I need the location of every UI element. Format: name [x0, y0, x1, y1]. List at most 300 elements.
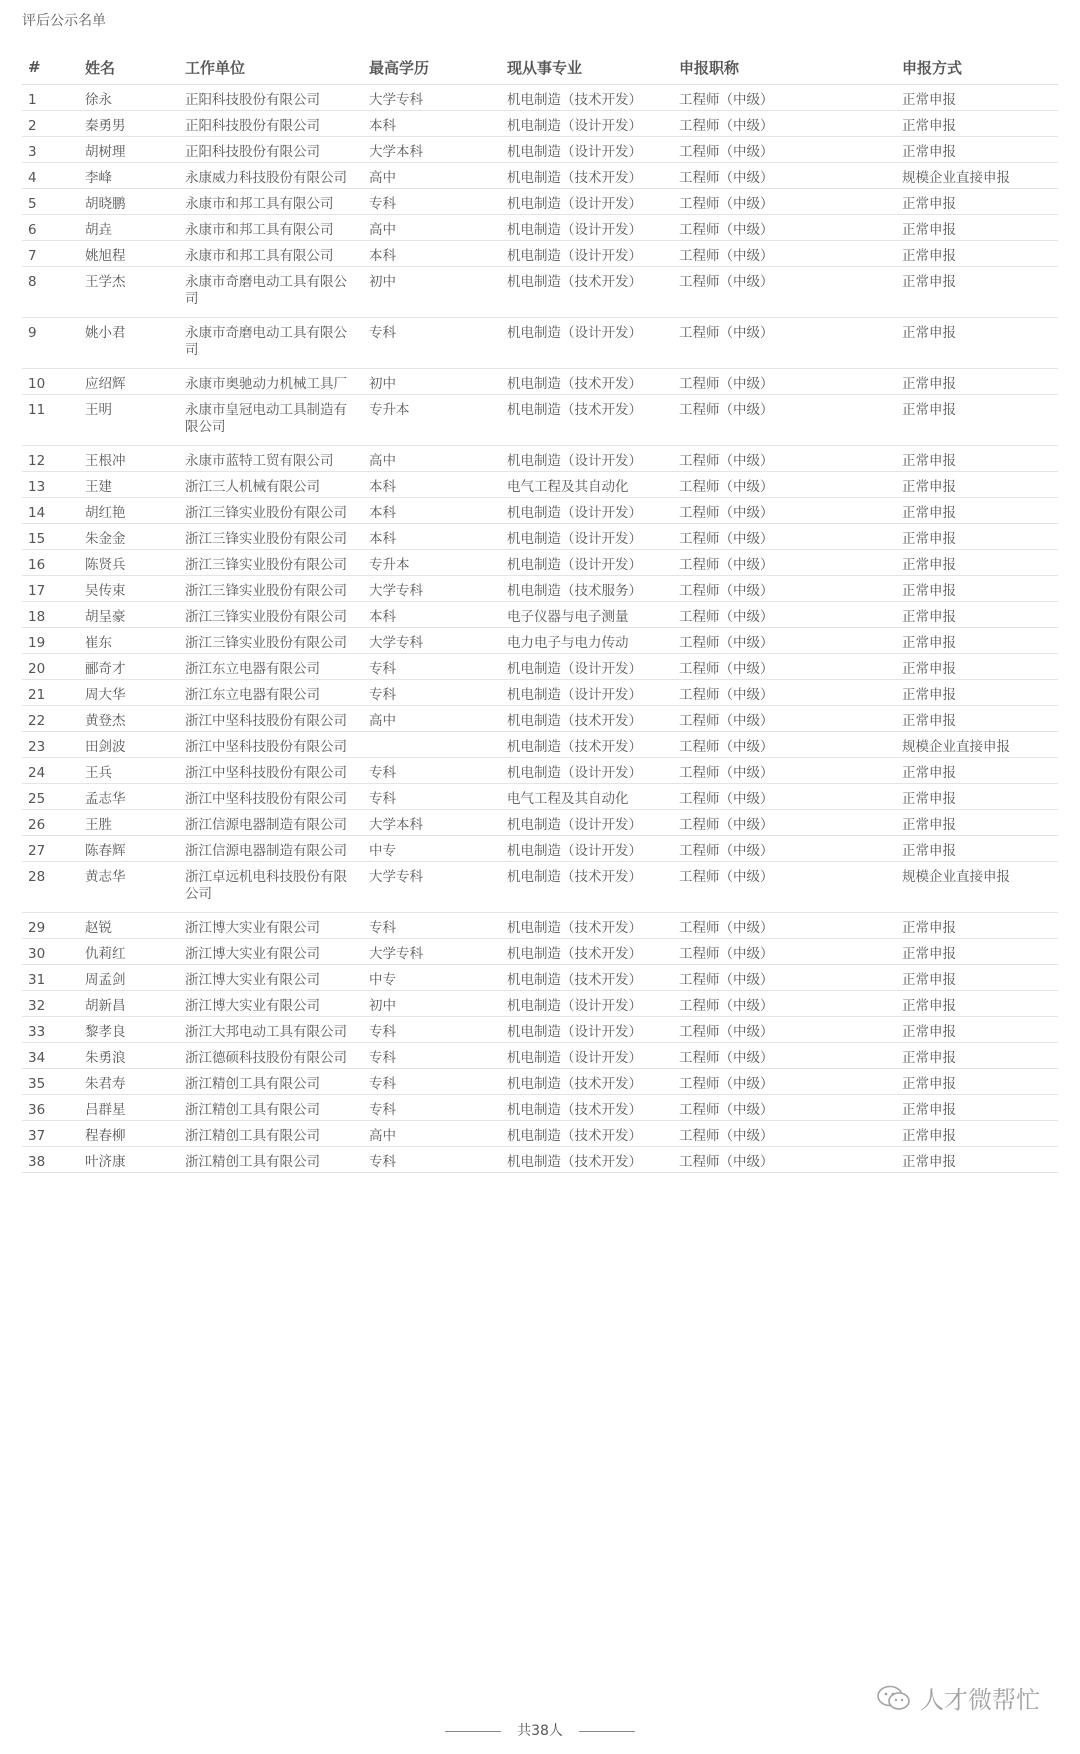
cell-title: 工程师（中级）: [673, 85, 896, 111]
cell-method: 正常申报: [896, 369, 1058, 395]
table-row: [22, 85, 1058, 111]
table-row: [22, 189, 1058, 215]
cell-method: 规模企业直接申报: [896, 732, 1058, 758]
cell-education: 专科: [363, 1095, 501, 1121]
cell-index: 21: [22, 680, 79, 706]
cell-title: 工程师（中级）: [673, 784, 896, 810]
cell-name: 崔东: [79, 628, 179, 654]
footer-rule-right: [579, 1731, 635, 1732]
cell-title: 工程师（中级）: [673, 241, 896, 267]
cell-method: 正常申报: [896, 111, 1058, 137]
cell-title: 工程师（中级）: [673, 1147, 896, 1173]
cell-title: 工程师（中级）: [673, 163, 896, 189]
cell-employer: 浙江三锋实业股份有限公司: [179, 550, 363, 576]
cell-method: 正常申报: [896, 1095, 1058, 1121]
cell-specialty: 机电制造（设计开发）: [501, 1043, 673, 1069]
table-row: [22, 1069, 1058, 1095]
cell-employer: 浙江中坚科技股份有限公司: [179, 706, 363, 732]
cell-name: 周大华: [79, 680, 179, 706]
cell-specialty: 机电制造（设计开发）: [501, 241, 673, 267]
cell-education: 大学专科: [363, 576, 501, 602]
cell-title: 工程师（中级）: [673, 810, 896, 836]
cell-method: 正常申报: [896, 215, 1058, 241]
cell-index: 26: [22, 810, 79, 836]
cell-title: 工程师（中级）: [673, 215, 896, 241]
table-row: [22, 628, 1058, 654]
watermark: [876, 1680, 1040, 1715]
cell-employer: 永康市奥驰动力机械工具厂: [179, 369, 363, 395]
cell-method: 正常申报: [896, 241, 1058, 267]
cell-title: 工程师（中级）: [673, 576, 896, 602]
cell-education: 初中: [363, 267, 501, 318]
table-row: [22, 1043, 1058, 1069]
cell-index: 17: [22, 576, 79, 602]
cell-specialty: 电子仪器与电子测量: [501, 602, 673, 628]
cell-specialty: 机电制造（设计开发）: [501, 1017, 673, 1043]
cell-name: 黄登杰: [79, 706, 179, 732]
cell-specialty: 机电制造（技术开发）: [501, 1095, 673, 1121]
table-row: [22, 267, 1058, 318]
cell-method: 正常申报: [896, 680, 1058, 706]
cell-method: 正常申报: [896, 836, 1058, 862]
cell-education: 专科: [363, 1017, 501, 1043]
table-row: [22, 576, 1058, 602]
cell-name: 叶济康: [79, 1147, 179, 1173]
cell-employer: 浙江三人机械有限公司: [179, 472, 363, 498]
cell-education: 专科: [363, 1147, 501, 1173]
cell-education: 初中: [363, 991, 501, 1017]
cell-title: 工程师（中级）: [673, 318, 896, 369]
table-row: [22, 602, 1058, 628]
cell-name: 黎孝良: [79, 1017, 179, 1043]
cell-method: 正常申报: [896, 602, 1058, 628]
cell-education: 大学专科: [363, 85, 501, 111]
cell-employer: 浙江信源电器制造有限公司: [179, 836, 363, 862]
cell-education: 高中: [363, 1121, 501, 1147]
cell-title: 工程师（中级）: [673, 628, 896, 654]
cell-specialty: 机电制造（设计开发）: [501, 550, 673, 576]
cell-name: 胡晓鹏: [79, 189, 179, 215]
cell-title: 工程师（中级）: [673, 913, 896, 939]
cell-name: 秦勇男: [79, 111, 179, 137]
cell-employer: 正阳科技股份有限公司: [179, 85, 363, 111]
cell-index: 38: [22, 1147, 79, 1173]
cell-index: 28: [22, 862, 79, 913]
cell-employer: 浙江中坚科技股份有限公司: [179, 758, 363, 784]
cell-index: 32: [22, 991, 79, 1017]
cell-specialty: 机电制造（技术开发）: [501, 267, 673, 318]
cell-name: 黄志华: [79, 862, 179, 913]
cell-index: 20: [22, 654, 79, 680]
cell-education: 专科: [363, 189, 501, 215]
table-row: [22, 965, 1058, 991]
cell-method: 正常申报: [896, 550, 1058, 576]
table-row: [22, 395, 1058, 446]
cell-specialty: 机电制造（技术开发）: [501, 85, 673, 111]
cell-education: 高中: [363, 163, 501, 189]
table-header-row: [22, 46, 1058, 85]
cell-method: 正常申报: [896, 939, 1058, 965]
cell-method: 正常申报: [896, 189, 1058, 215]
cell-employer: 浙江东立电器有限公司: [179, 654, 363, 680]
cell-method: 正常申报: [896, 654, 1058, 680]
cell-employer: 浙江卓远机电科技股份有限公司: [179, 862, 363, 913]
table-row: [22, 680, 1058, 706]
cell-title: 工程师（中级）: [673, 446, 896, 472]
cell-name: 朱勇浪: [79, 1043, 179, 1069]
cell-employer: 浙江三锋实业股份有限公司: [179, 576, 363, 602]
cell-name: 李峰: [79, 163, 179, 189]
cell-title: 工程师（中级）: [673, 369, 896, 395]
cell-name: 周孟剑: [79, 965, 179, 991]
cell-index: 11: [22, 395, 79, 446]
cell-method: 正常申报: [896, 810, 1058, 836]
cell-specialty: 机电制造（设计开发）: [501, 446, 673, 472]
table-row: [22, 784, 1058, 810]
page-title: 评后公示名单: [22, 13, 106, 29]
column-header-employer: 工作单位: [179, 46, 363, 85]
cell-education: 高中: [363, 446, 501, 472]
cell-index: 7: [22, 241, 79, 267]
table-row: [22, 524, 1058, 550]
cell-method: 正常申报: [896, 524, 1058, 550]
table-body: [22, 85, 1058, 1173]
footer-total-text: 共38人: [517, 1723, 563, 1739]
cell-name: 姚小君: [79, 318, 179, 369]
cell-employer: 浙江精创工具有限公司: [179, 1121, 363, 1147]
cell-employer: 正阳科技股份有限公司: [179, 111, 363, 137]
cell-specialty: 机电制造（技术开发）: [501, 706, 673, 732]
cell-specialty: 机电制造（设计开发）: [501, 991, 673, 1017]
cell-employer: 浙江精创工具有限公司: [179, 1095, 363, 1121]
cell-education: 本科: [363, 602, 501, 628]
cell-education: 初中: [363, 369, 501, 395]
cell-index: 10: [22, 369, 79, 395]
cell-title: 工程师（中级）: [673, 991, 896, 1017]
cell-specialty: 电气工程及其自动化: [501, 784, 673, 810]
cell-name: 田剑波: [79, 732, 179, 758]
cell-name: 徐永: [79, 85, 179, 111]
cell-specialty: 机电制造（设计开发）: [501, 215, 673, 241]
cell-employer: 浙江博大实业有限公司: [179, 965, 363, 991]
cell-education: 中专: [363, 836, 501, 862]
wechat-icon: [876, 1684, 912, 1712]
cell-index: 12: [22, 446, 79, 472]
cell-education: 专科: [363, 784, 501, 810]
cell-specialty: 机电制造（设计开发）: [501, 654, 673, 680]
cell-method: 正常申报: [896, 758, 1058, 784]
cell-name: 朱君寿: [79, 1069, 179, 1095]
cell-employer: 浙江三锋实业股份有限公司: [179, 524, 363, 550]
cell-method: 正常申报: [896, 472, 1058, 498]
cell-title: 工程师（中级）: [673, 550, 896, 576]
cell-employer: 浙江中坚科技股份有限公司: [179, 732, 363, 758]
cell-employer: 永康市和邦工具有限公司: [179, 241, 363, 267]
cell-method: 规模企业直接申报: [896, 163, 1058, 189]
cell-title: 工程师（中级）: [673, 602, 896, 628]
roster-table: [22, 46, 1058, 1173]
cell-title: 工程师（中级）: [673, 267, 896, 318]
cell-index: 19: [22, 628, 79, 654]
table-row: [22, 163, 1058, 189]
cell-method: 正常申报: [896, 318, 1058, 369]
cell-employer: 永康市蓝特工贸有限公司: [179, 446, 363, 472]
cell-title: 工程师（中级）: [673, 137, 896, 163]
cell-employer: 浙江三锋实业股份有限公司: [179, 602, 363, 628]
cell-specialty: 电力电子与电力传动: [501, 628, 673, 654]
cell-employer: 永康市奇磨电动工具有限公司: [179, 267, 363, 318]
cell-employer: 永康威力科技股份有限公司: [179, 163, 363, 189]
cell-method: 正常申报: [896, 784, 1058, 810]
cell-specialty: 机电制造（技术开发）: [501, 965, 673, 991]
cell-name: 赵锐: [79, 913, 179, 939]
cell-employer: 永康市和邦工具有限公司: [179, 215, 363, 241]
cell-index: 24: [22, 758, 79, 784]
cell-index: 29: [22, 913, 79, 939]
cell-name: 应绍辉: [79, 369, 179, 395]
cell-title: 工程师（中级）: [673, 654, 896, 680]
cell-name: 胡新昌: [79, 991, 179, 1017]
cell-employer: 浙江信源电器制造有限公司: [179, 810, 363, 836]
cell-method: 正常申报: [896, 913, 1058, 939]
cell-title: 工程师（中级）: [673, 758, 896, 784]
cell-method: 正常申报: [896, 576, 1058, 602]
cell-title: 工程师（中级）: [673, 836, 896, 862]
cell-specialty: 机电制造（技术开发）: [501, 862, 673, 913]
cell-education: 大学专科: [363, 939, 501, 965]
table-row: [22, 758, 1058, 784]
cell-education: 中专: [363, 965, 501, 991]
cell-index: 6: [22, 215, 79, 241]
cell-method: 正常申报: [896, 1147, 1058, 1173]
cell-education: 专升本: [363, 550, 501, 576]
cell-index: 22: [22, 706, 79, 732]
cell-name: 程春柳: [79, 1121, 179, 1147]
cell-method: 正常申报: [896, 628, 1058, 654]
table-row: [22, 1095, 1058, 1121]
cell-index: 16: [22, 550, 79, 576]
table-row: [22, 241, 1058, 267]
cell-index: 31: [22, 965, 79, 991]
cell-employer: 浙江德硕科技股份有限公司: [179, 1043, 363, 1069]
cell-index: 34: [22, 1043, 79, 1069]
table-row: [22, 446, 1058, 472]
cell-index: 1: [22, 85, 79, 111]
cell-title: 工程师（中级）: [673, 189, 896, 215]
cell-education: 大学专科: [363, 862, 501, 913]
cell-index: 15: [22, 524, 79, 550]
cell-index: 33: [22, 1017, 79, 1043]
cell-specialty: 机电制造（设计开发）: [501, 318, 673, 369]
cell-name: 王胜: [79, 810, 179, 836]
cell-education: 高中: [363, 215, 501, 241]
column-header-specialty: 现从事专业: [501, 46, 673, 85]
cell-title: 工程师（中级）: [673, 1017, 896, 1043]
column-header-title: 申报职称: [673, 46, 896, 85]
column-header-index: #: [22, 46, 79, 85]
cell-specialty: 机电制造（技术开发）: [501, 395, 673, 446]
cell-employer: 浙江大邦电动工具有限公司: [179, 1017, 363, 1043]
cell-specialty: 机电制造（设计开发）: [501, 137, 673, 163]
cell-index: 2: [22, 111, 79, 137]
cell-method: 正常申报: [896, 706, 1058, 732]
cell-employer: 浙江东立电器有限公司: [179, 680, 363, 706]
cell-education: 专科: [363, 1069, 501, 1095]
cell-index: 23: [22, 732, 79, 758]
cell-specialty: 机电制造（设计开发）: [501, 524, 673, 550]
cell-employer: 浙江三锋实业股份有限公司: [179, 498, 363, 524]
cell-method: 正常申报: [896, 1043, 1058, 1069]
table-row: [22, 1121, 1058, 1147]
cell-name: 胡垚: [79, 215, 179, 241]
cell-title: 工程师（中级）: [673, 111, 896, 137]
table-row: [22, 991, 1058, 1017]
cell-index: 13: [22, 472, 79, 498]
cell-education: 本科: [363, 498, 501, 524]
cell-title: 工程师（中级）: [673, 1121, 896, 1147]
cell-name: 朱金金: [79, 524, 179, 550]
cell-title: 工程师（中级）: [673, 939, 896, 965]
table-row: [22, 215, 1058, 241]
cell-method: 正常申报: [896, 446, 1058, 472]
cell-title: 工程师（中级）: [673, 1095, 896, 1121]
footer-rule-left: [445, 1731, 501, 1732]
cell-name: 陈春辉: [79, 836, 179, 862]
cell-specialty: 机电制造（技术开发）: [501, 369, 673, 395]
table-row: [22, 1147, 1058, 1173]
cell-method: 正常申报: [896, 498, 1058, 524]
cell-title: 工程师（中级）: [673, 1069, 896, 1095]
cell-education: 本科: [363, 241, 501, 267]
cell-education: 专科: [363, 680, 501, 706]
cell-method: 正常申报: [896, 267, 1058, 318]
cell-employer: 永康市和邦工具有限公司: [179, 189, 363, 215]
cell-title: 工程师（中级）: [673, 1043, 896, 1069]
cell-education: 本科: [363, 524, 501, 550]
cell-title: 工程师（中级）: [673, 706, 896, 732]
cell-education: 专科: [363, 758, 501, 784]
cell-specialty: 电气工程及其自动化: [501, 472, 673, 498]
cell-specialty: 机电制造（设计开发）: [501, 758, 673, 784]
cell-education: 专升本: [363, 395, 501, 446]
cell-employer: 永康市奇磨电动工具有限公司: [179, 318, 363, 369]
cell-method: 规模企业直接申报: [896, 862, 1058, 913]
table-row: [22, 369, 1058, 395]
cell-employer: 永康市皇冠电动工具制造有限公司: [179, 395, 363, 446]
cell-name: 胡红艳: [79, 498, 179, 524]
cell-specialty: 机电制造（设计开发）: [501, 189, 673, 215]
table-row: [22, 318, 1058, 369]
cell-title: 工程师（中级）: [673, 732, 896, 758]
cell-method: 正常申报: [896, 85, 1058, 111]
cell-index: 30: [22, 939, 79, 965]
cell-name: 郦奇才: [79, 654, 179, 680]
cell-title: 工程师（中级）: [673, 498, 896, 524]
cell-specialty: 机电制造（设计开发）: [501, 498, 673, 524]
table-row: [22, 1017, 1058, 1043]
cell-specialty: 机电制造（技术开发）: [501, 913, 673, 939]
cell-index: 18: [22, 602, 79, 628]
column-header-method: 申报方式: [896, 46, 1058, 85]
table-row: [22, 498, 1058, 524]
cell-education: 本科: [363, 111, 501, 137]
cell-specialty: 机电制造（设计开发）: [501, 810, 673, 836]
cell-employer: 浙江博大实业有限公司: [179, 939, 363, 965]
cell-education: 专科: [363, 318, 501, 369]
column-header-name: 姓名: [79, 46, 179, 85]
cell-title: 工程师（中级）: [673, 395, 896, 446]
cell-employer: 浙江博大实业有限公司: [179, 991, 363, 1017]
table-row: [22, 810, 1058, 836]
cell-title: 工程师（中级）: [673, 524, 896, 550]
table-row: [22, 472, 1058, 498]
table-row: [22, 654, 1058, 680]
cell-method: 正常申报: [896, 991, 1058, 1017]
cell-index: 35: [22, 1069, 79, 1095]
cell-method: 正常申报: [896, 1069, 1058, 1095]
cell-employer: 正阳科技股份有限公司: [179, 137, 363, 163]
table-row: [22, 939, 1058, 965]
cell-method: 正常申报: [896, 1121, 1058, 1147]
cell-name: 仇莉红: [79, 939, 179, 965]
table-row: [22, 836, 1058, 862]
cell-education: 大学本科: [363, 810, 501, 836]
cell-title: 工程师（中级）: [673, 472, 896, 498]
footer-total: [0, 1720, 1080, 1740]
cell-education: 高中: [363, 706, 501, 732]
cell-name: 吕群星: [79, 1095, 179, 1121]
cell-title: 工程师（中级）: [673, 680, 896, 706]
cell-name: 王建: [79, 472, 179, 498]
cell-name: 陈贤兵: [79, 550, 179, 576]
cell-name: 胡树理: [79, 137, 179, 163]
cell-title: 工程师（中级）: [673, 862, 896, 913]
cell-name: 姚旭程: [79, 241, 179, 267]
cell-method: 正常申报: [896, 965, 1058, 991]
cell-index: 36: [22, 1095, 79, 1121]
cell-specialty: 机电制造（技术开发）: [501, 732, 673, 758]
cell-method: 正常申报: [896, 395, 1058, 446]
cell-employer: 浙江精创工具有限公司: [179, 1147, 363, 1173]
cell-employer: 浙江精创工具有限公司: [179, 1069, 363, 1095]
table-row: [22, 706, 1058, 732]
cell-specialty: 机电制造（技术开发）: [501, 1147, 673, 1173]
cell-specialty: 机电制造（技术开发）: [501, 939, 673, 965]
cell-specialty: 机电制造（设计开发）: [501, 680, 673, 706]
cell-employer: 浙江三锋实业股份有限公司: [179, 628, 363, 654]
watermark-text: 人才微帮忙: [920, 1686, 1040, 1714]
cell-method: 正常申报: [896, 137, 1058, 163]
cell-specialty: 机电制造（技术开发）: [501, 163, 673, 189]
cell-education: [363, 732, 501, 758]
cell-index: 14: [22, 498, 79, 524]
cell-education: 专科: [363, 1043, 501, 1069]
table-row: [22, 111, 1058, 137]
cell-title: 工程师（中级）: [673, 965, 896, 991]
cell-name: 吴传束: [79, 576, 179, 602]
cell-name: 王兵: [79, 758, 179, 784]
cell-index: 8: [22, 267, 79, 318]
column-header-education: 最高学历: [363, 46, 501, 85]
cell-index: 37: [22, 1121, 79, 1147]
cell-employer: 浙江博大实业有限公司: [179, 913, 363, 939]
table-row: [22, 913, 1058, 939]
cell-specialty: 机电制造（技术开发）: [501, 1121, 673, 1147]
table-row: [22, 862, 1058, 913]
cell-name: 王根冲: [79, 446, 179, 472]
cell-name: 王明: [79, 395, 179, 446]
cell-index: 27: [22, 836, 79, 862]
